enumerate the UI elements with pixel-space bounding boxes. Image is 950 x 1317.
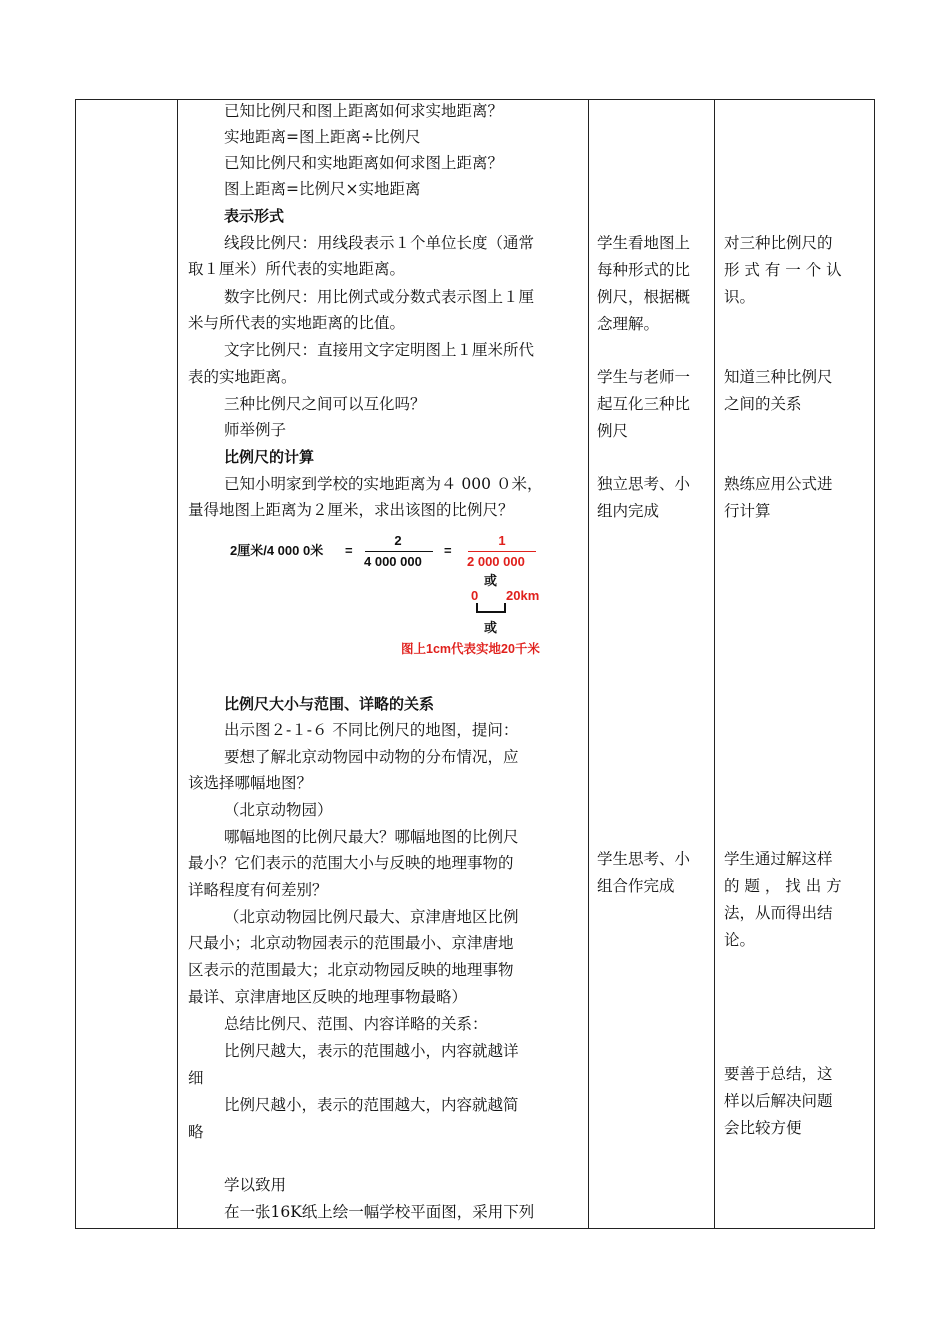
section-heading: 表示形式	[224, 207, 285, 225]
content-line: 总结比例尺、范围、内容详略的关系：	[224, 1015, 488, 1033]
content-line: 细	[188, 1069, 204, 1087]
content-line: 比例尺越大，表示的范围越小，内容就越详	[224, 1042, 519, 1060]
fraction-denominator: 4 000 000	[364, 554, 422, 569]
fraction-numerator: 2	[394, 533, 402, 548]
design-intent-line: 形 式 有 一 个 认	[724, 261, 842, 279]
student-activity-line: 例尺，根据概	[597, 288, 691, 306]
student-activity-line: 组内完成	[597, 502, 660, 520]
content-line: 已知比例尺和图上距离如何求实地距离？	[224, 102, 504, 120]
content-line: 量得地图上距离为２厘米，求出该图的比例尺？	[188, 501, 514, 519]
section-heading: 比例尺大小与范围、详略的关系	[224, 695, 435, 713]
content-line: 表的实地距离。	[188, 368, 297, 386]
design-intent-line: 学生通过解这样	[724, 850, 833, 868]
content-line: 区表示的范围最大；北京动物园反映的地理事物	[188, 961, 514, 979]
student-activity-line: 念理解。	[597, 315, 660, 333]
content-line: 尺最小；北京动物园表示的范围最小、京津唐地	[188, 934, 514, 952]
content-line: 取１厘米）所代表的实地距离。	[188, 260, 406, 278]
column-divider-1	[177, 100, 178, 1228]
content-line: 线段比例尺：用线段表示１个单位长度（通常	[224, 234, 535, 252]
line-scale-bar	[476, 603, 506, 613]
content-line: 师举例子	[224, 421, 287, 439]
calc-lhs: 2厘米/4 000 0米	[230, 543, 324, 558]
content-line: 该选择哪幅地图？	[188, 774, 313, 792]
student-activity-line: 学生看地图上	[597, 234, 691, 252]
design-intent-line: 知道三种比例尺	[724, 368, 833, 386]
segment-zero-label: 0	[471, 588, 479, 603]
content-line: 出示图２-１-６ 不同比例尺的地图，提问：	[224, 721, 519, 739]
or-label: 或	[484, 573, 498, 588]
design-intent-line: 熟练应用公式进	[724, 475, 833, 493]
content-line: 详略程度有何差别？	[188, 881, 328, 899]
design-intent-line: 的 题 ， 找 出 方	[724, 877, 842, 895]
design-intent-line: 对三种比例尺的	[724, 234, 833, 252]
content-line: 最详、京津唐地区反映的地理事物最略）	[188, 988, 468, 1006]
content-line: 在一张16K纸上绘一幅学校平面图，采用下列	[224, 1203, 535, 1221]
or-label: 或	[484, 620, 498, 635]
text-scale-label: 图上1cm代表实地20千米	[401, 642, 540, 656]
content-line: 最小？它们表示的范围大小与反映的地理事物的	[188, 854, 514, 872]
column-divider-3	[714, 100, 715, 1228]
content-line: 三种比例尺之间可以互化吗？	[224, 395, 426, 413]
content-line: （北京动物园比例尺最大、京津唐地区比例	[224, 908, 519, 926]
calc-equals: =	[444, 543, 452, 558]
design-intent-line: 要善于总结，这	[724, 1065, 833, 1083]
segment-km-label: 20km	[506, 588, 540, 603]
design-intent-line: 之间的关系	[724, 395, 802, 413]
content-line: 学以致用	[224, 1176, 287, 1194]
fraction-denominator: 2 000 000	[467, 554, 525, 569]
content-line: 数字比例尺：用比例式或分数式表示图上１厘	[224, 288, 535, 306]
column-divider-2	[588, 100, 589, 1228]
student-activity-line: 学生思考、小	[597, 850, 691, 868]
section-heading: 比例尺的计算	[224, 448, 315, 466]
content-line: 哪幅地图的比例尺最大？哪幅地图的比例尺	[224, 828, 519, 846]
content-line: （北京动物园）	[224, 801, 333, 819]
design-intent-line: 会比较方便	[724, 1119, 802, 1137]
fraction-numerator: 1	[498, 533, 506, 548]
design-intent-line: 样以后解决问题	[724, 1092, 833, 1110]
student-activity-line: 起互化三种比	[597, 395, 691, 413]
student-activity-line: 独立思考、小	[597, 475, 691, 493]
content-line: 略	[188, 1123, 204, 1141]
student-activity-line: 组合作完成	[597, 877, 675, 895]
content-line: 图上距离=比例尺×实地距离	[224, 180, 421, 198]
content-line: 文字比例尺：直接用文字定明图上１厘米所代	[224, 341, 535, 359]
student-activity-line: 每种形式的比	[597, 261, 691, 279]
content-line: 比例尺越小，表示的范围越大，内容就越简	[224, 1096, 519, 1114]
content-line: 要想了解北京动物园中动物的分布情况，应	[224, 748, 519, 766]
student-activity-line: 学生与老师一	[597, 368, 691, 386]
design-intent-line: 识。	[724, 288, 756, 306]
content-line: 实地距离=图上距离÷比例尺	[224, 128, 421, 146]
content-line: 米与所代表的实地距离的比值。	[188, 314, 406, 332]
content-line: 已知比例尺和实地距离如何求图上距离？	[224, 154, 504, 172]
design-intent-line: 行计算	[724, 502, 771, 520]
content-line: 已知小明家到学校的实地距离为４ 000 ０米，	[224, 475, 543, 493]
calc-equals: =	[345, 543, 353, 558]
student-activity-line: 例尺	[597, 422, 629, 440]
design-intent-line: 论。	[724, 931, 756, 949]
design-intent-line: 法，从而得出结	[724, 904, 833, 922]
